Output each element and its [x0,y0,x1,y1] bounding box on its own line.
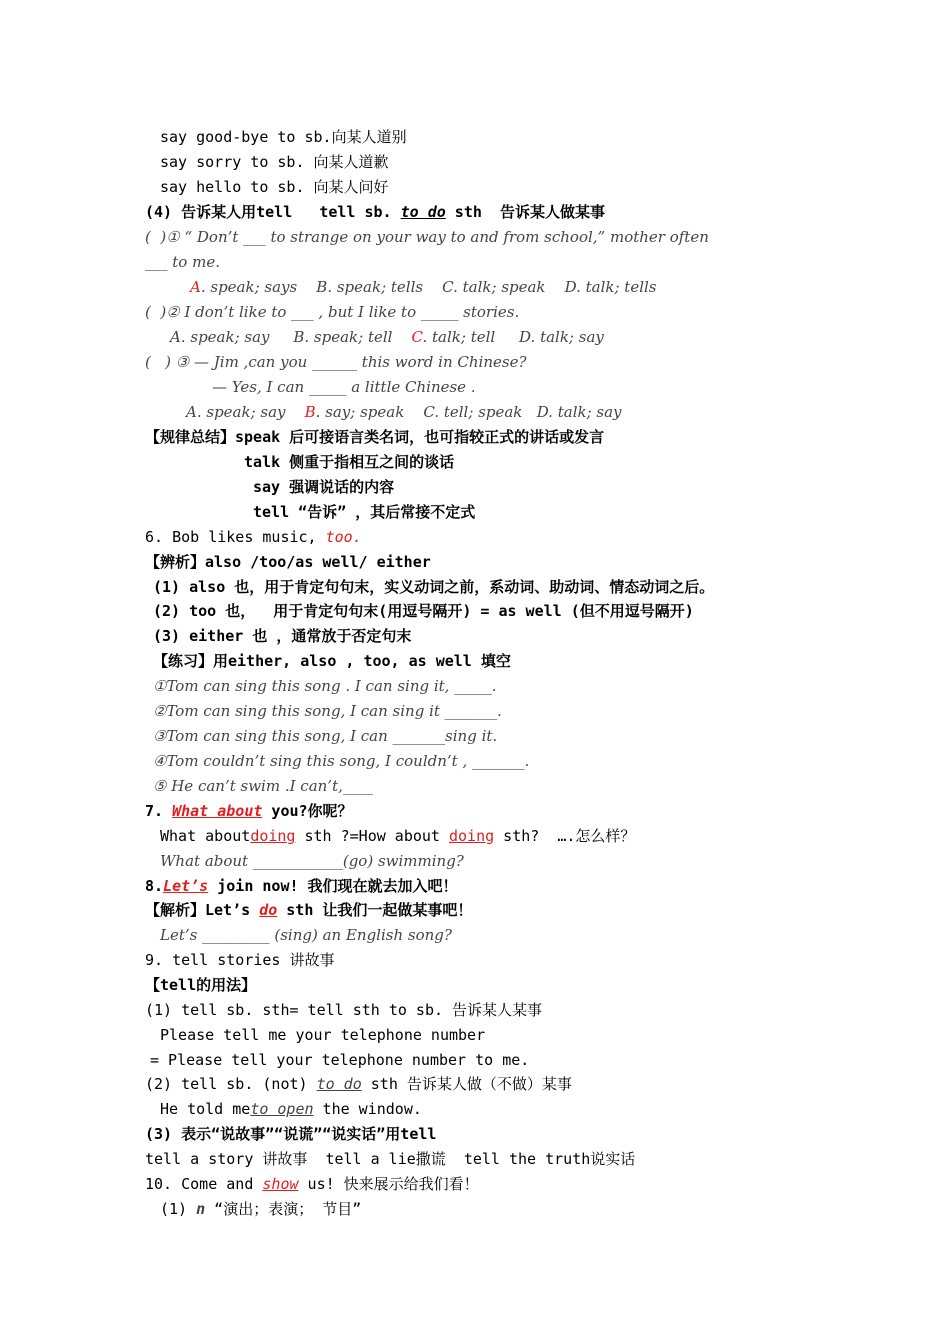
tell-usage-3-examples: tell a story 讲故事 tell a lie撒谎 tell the truth说实话 [145,1150,636,1168]
do-keyword: do [259,901,278,919]
doing-keyword-2: doing [449,827,495,845]
item-8-jiexi: 【解析】Let’s do sth 让我们一起做某事吧！ [145,901,473,919]
item-7-pattern: What aboutdoing sth ?=How about doing sth? ….怎么样？ [160,827,636,845]
tell-usage-2: (2) tell sb. (not) to do sth 告诉某人做（不做）某事 [145,1075,572,1093]
summary-tell: tell “告诉” ，其后常接不定式 [253,503,476,521]
item-10-meaning-1: (1) n “演出；表演； 节目” [160,1200,362,1218]
show-keyword: show [262,1175,299,1193]
q3-options: A. speak; say B. say; speak C. tell; speak D. talk; say [186,403,622,421]
say-hello-line: say hello to sb. 向某人问好 [160,178,389,196]
item-10: 10. Come and show us! 快来展示给我们看！ [145,1175,479,1193]
tell-usage-3: (3) 表示“说故事”“说谎”“说实话”用tell [145,1125,437,1143]
item-7: 7. What about you?你呢？ [145,802,353,820]
q3-answer: B [304,403,316,421]
practice-4: ④Tom couldn’t sing this song, I couldn’t , _______. [153,752,530,770]
item-8-exercise: Let’s _________ (sing) an English song? [160,926,452,944]
tell-usage-2-example: He told meto open the window. [160,1100,422,1118]
practice-title: 【练习】用either, also , too, as well 填空 [153,652,511,670]
q1-stem-cont: ___ to me. [145,253,220,271]
practice-3: ③Tom can sing this song, I can _______sing it. [153,727,498,745]
summary-speak: 【规律总结】speak 后可接语言类名词，也可指较正式的讲话或发言 [145,428,605,446]
item-6-keyword: too. [325,528,362,546]
to-do-keyword: to do [316,1075,362,1093]
item-7-exercise: What about ____________(go) swimming? [160,852,464,870]
item-9: 9. tell stories 讲故事 [145,951,335,969]
q2-options: A. speak; say B. speak; tell C. talk; tell D. talk; say [170,328,604,346]
tell-usage-1-example: Please tell me your telephone number [160,1026,486,1044]
item-6: 6. Bob likes music, too. [145,528,362,546]
tell-usage-1-equivalent: = Please tell your telephone number to me. [150,1051,530,1069]
bianxi-also: (1) also 也，用于肯定句句末，实义动词之前，系动词、助动词、情态动词之后。 [153,578,715,596]
bianxi-heading: 【辨析】also /too/as well/ either [145,553,431,571]
summary-talk: talk 侧重于指相互之间的谈话 [244,453,455,471]
say-goodbye-line: say good-bye to sb.向某人道别 [160,128,407,146]
say-sorry-line: say sorry to sb. 向某人道歉 [160,153,389,171]
q2-stem: ( )② I don’t like to ___ , but I like to _____ stories. [145,303,520,321]
practice-5: ⑤ He can’t swim .I can’t,____ [153,777,373,795]
q3-stem: ( ) ③ — Jim ,can you ______ this word in Chinese? [145,353,527,371]
summary-say: say 强调说话的内容 [253,478,395,496]
doing-keyword-1: doing [250,827,296,845]
q1-stem: ( )① “ Don’t ___ to strange on your way to and from school,” mother often [145,228,709,246]
practice-1: ①Tom can sing this song . I can sing it, _____. [153,677,497,695]
q1-options: A. speak; says B. speak; tells C. talk; speak D. talk; tells [190,278,657,296]
tell-usage-title: 【tell的用法】 [145,976,257,994]
tell-heading: (4) 告诉某人用tell tell sb. to do sth 告诉某人做某事 [145,203,605,221]
item-7-keyword: What about [172,802,263,820]
bianxi-too: (2) too 也， 用于肯定句句末(用逗号隔开) = as well (但不用逗号隔开) [153,602,694,620]
q3-stem-cont: — Yes, I can _____ a little Chinese . [212,378,476,396]
to-open-keyword: to open [250,1100,314,1118]
q2-answer: C [411,328,423,346]
q1-answer: A [190,278,201,296]
practice-2: ②Tom can sing this song, I can sing it _______. [153,702,502,720]
item-8-keyword: Let’s [163,877,209,895]
bianxi-either: (3) either 也 ，通常放于否定句末 [153,627,412,645]
to-do-phrase: to do [400,203,446,221]
item-8: 8.Let’s join now! 我们现在就去加入吧！ [145,877,458,895]
tell-usage-1: (1) tell sb. sth= tell sth to sb. 告诉某人某事 [145,1001,543,1019]
